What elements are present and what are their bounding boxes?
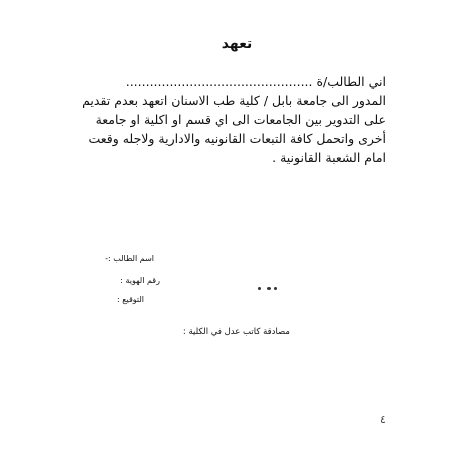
document-title: تعهد bbox=[221, 36, 253, 52]
student-name-label: اسم الطالب :- bbox=[105, 254, 154, 263]
scan-speck-marks bbox=[258, 285, 278, 291]
page-mark: ٤ bbox=[380, 413, 386, 426]
body-line-2: المدور الى جامعة بابل / كلية طب الاسنان اتعهد بعدم تقديم bbox=[82, 93, 386, 108]
id-number-label: رقم الهوية : bbox=[120, 276, 160, 285]
notary-certification-label: مصادقة كاتب عدل في الكلية : bbox=[182, 327, 290, 337]
body-line-1: اني الطالب/ة ............................................... bbox=[125, 74, 386, 89]
speck-dot bbox=[267, 287, 271, 290]
speck-dot bbox=[274, 287, 277, 290]
body-line-4: أخرى واتحمل كافة التبعات القانونيه والادارية ولاجله وقعت bbox=[88, 131, 386, 146]
pledge-body bbox=[46, 72, 386, 167]
speck-dot bbox=[258, 287, 261, 290]
signature-label: التوقيع : bbox=[117, 295, 144, 304]
body-line-3: على التدوير بين الجامعات الى اي قسم او اكلية او جامعة bbox=[95, 112, 386, 127]
body-line-5: امام الشعبة القانونية . bbox=[272, 150, 386, 165]
